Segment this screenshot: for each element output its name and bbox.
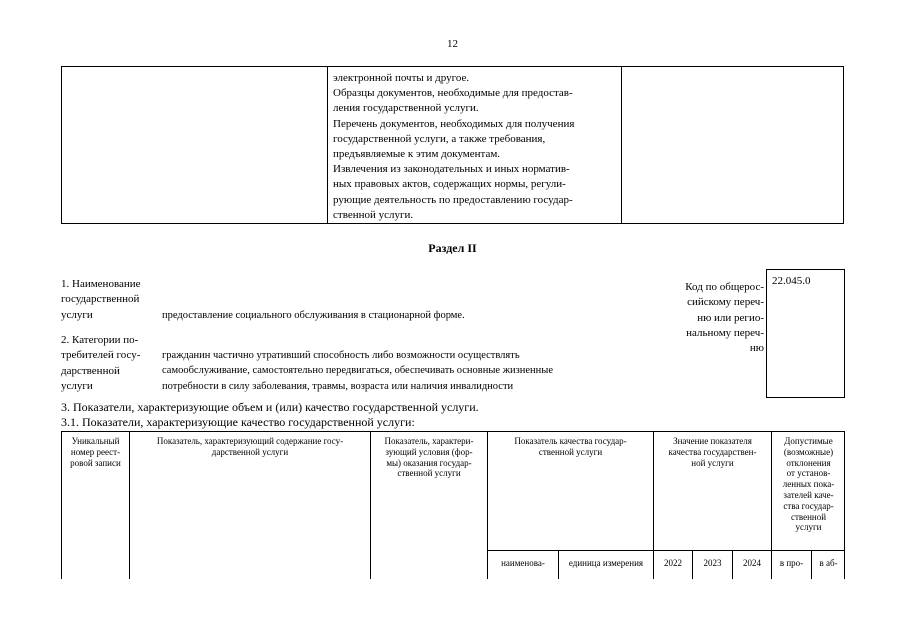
subheader-unit: единица измерения [568, 558, 644, 568]
section-title: Раздел II [428, 241, 477, 255]
header-conditions-indicator: Показатель, характери- зующий условия (фор- мы) оказания государ- ственной услуги [384, 436, 474, 479]
consumers-value: гражданин частично утративший способность либо возможности осуществлять самообслуживание, самостоятельно передвигаться, обеспечивать основные жизненные потребности в силу заболевания, травмы, возраста или наличия инвалидности [162, 350, 553, 392]
top-table-text: электронной почты и другое. Образцы документов, необходимые для предостав- ления государственной услуги. Перечень документов, необходимых для получения государственной услуги, а также требования, предъявляемые к этим документам. Извлечения из законодательных и иных норматив- ных правовых актов, содержащих нормы, регули- рующие деятельность по предоставлению государ- ственной услуги. [333, 72, 575, 221]
subheader-name: наименова- [501, 558, 545, 568]
header-content-indicator: Показатель, характеризующий содержание госу- дарственной услуги [156, 436, 344, 457]
code-box [766, 269, 845, 398]
heading-3: 3. Показатели, характеризующие объем и (или) качество государственной услуги. [61, 400, 479, 414]
subheader-year-2022: 2022 [664, 558, 682, 568]
subheader-absolute: в аб- [819, 558, 838, 568]
page-number: 12 [447, 38, 458, 50]
subheader-percent: в про- [779, 558, 804, 568]
header-quality-value: Значение показателя качества государствен- ной услуги [668, 436, 757, 468]
top-table [61, 66, 844, 224]
quality-table [61, 431, 845, 579]
subheader-year-2023: 2023 [703, 558, 722, 568]
header-allowed-deviations: Допустимые (возможные) отклонения от установ- ленных пока- зателей каче- ства государ- ственной услуги [782, 436, 835, 533]
header-quality-indicator: Показатель качества государ- ственной услуги [514, 436, 627, 457]
header-registry-number: Уникальный номер реест- ровой записи [70, 436, 121, 468]
code-value: 22.045.0 [772, 275, 811, 287]
service-name-value: предоставление социального обслуживания в стационарной форме. [162, 310, 465, 321]
subheader-year-2024: 2024 [743, 558, 761, 568]
heading-3-1: 3.1. Показатели, характеризующие качество государственной услуги: [61, 415, 415, 429]
consumers-label: 2. Категории по- требителей госу- дарственной услуги [61, 334, 141, 392]
code-label: Код по общерос- сийскому переч- ню или регио- нальному переч- ню [685, 281, 764, 355]
service-name-label: 1. Наименование государственной услуги [61, 278, 141, 321]
